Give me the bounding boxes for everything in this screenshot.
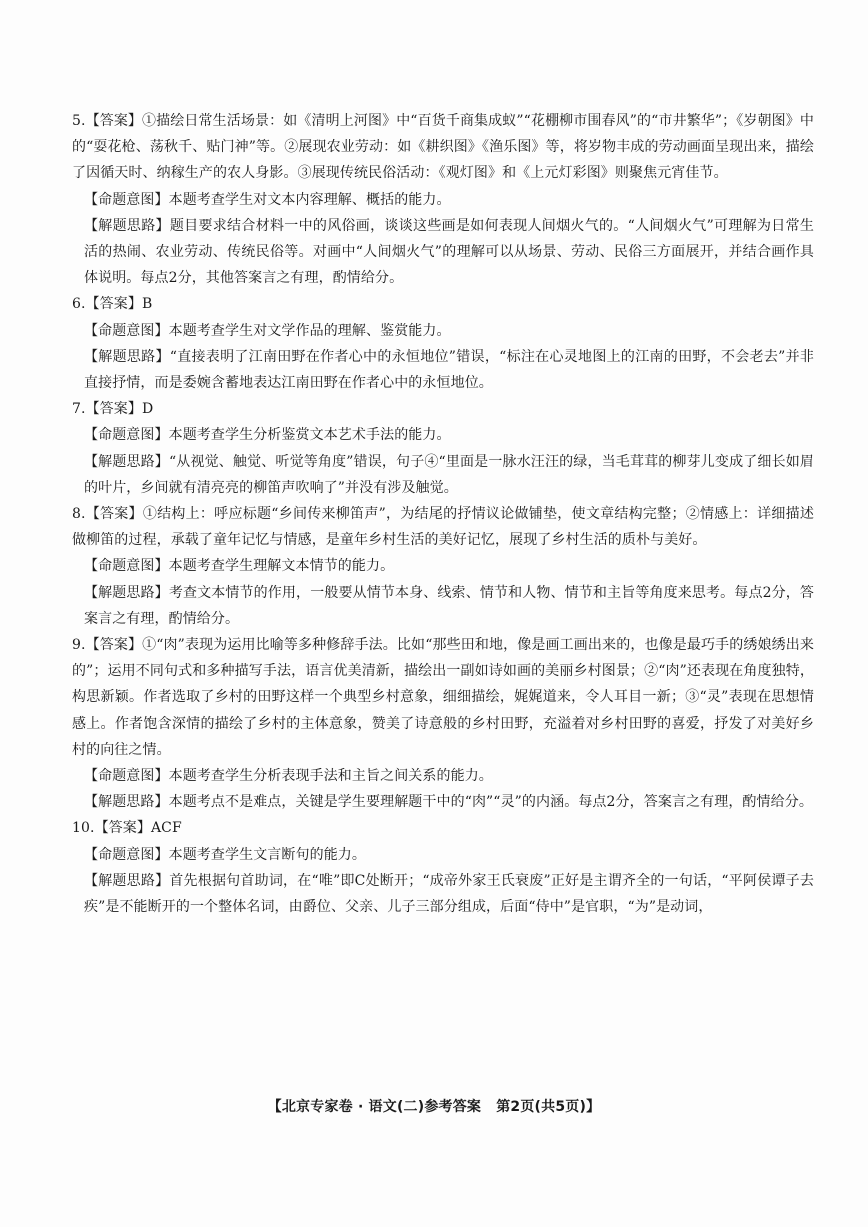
answer-item-9 [72,632,814,815]
thinking-text: 【解题思路】题目要求结合材料一中的风俗画，谈谈这些画是如何表现人间烟火气的。“人间烟火气”可理解为日常生活的热闹、农业劳动、传统民俗等。对画中“人间烟火气”的理解可以从场景、劳动、民俗三方面展开，并结合画作具体说明。每点2分，其他答案言之有理，酌情给分。 [84,217,814,287]
page-footer [0,1097,868,1117]
thinking-text: 【解题思路】本题考点不是难点，关键是学生要理解题干中的“肉”“灵”的内涵。每点2分，答案言之有理，酌情给分。 [84,794,813,811]
answer-text: 9.【答案】①“肉”表现为运用比喻等多种修辞手法。比如“那些田和地，像是画工画出来的，也像是最巧手的绣娘绣出来的”；运用不同句式和多种描写手法，语言优美清新，描绘出一副如诗如画的美丽乡村图景；②“肉”还表现在角度独特，构思新颖。作者选取了乡村的田野这样一个典型乡村意象，细细描绘，娓娓道来，令人耳目一新；③“灵”表现在思想情感上。作者饱含深情的描绘了乡村的主体意象，赞美了诗意般的乡村田野，充溢着对乡村田野的喜爱，抒发了对美好乡村的向往之情。 [72,637,814,758]
footer-title: 【北京专家卷 · 语文(二)参考答案 [267,1099,482,1115]
answer-item-6 [72,291,814,396]
thinking-text: 【解题思路】首先根据句首助词，在“唯”即C处断开；“成帝外家王氏衰废”正好是主谓齐全的一句话，“平阿侯谭子去疾”是不能断开的一个整体名词，由爵位、父亲、儿子三部分组成，后面“侍中”是官职，“为”是动词， [84,872,814,916]
answer-item-8 [72,501,814,632]
thinking-text: 【解题思路】“从视觉、触觉、听觉等角度”错误，句子④“里面是一脉水汪汪的绿，当毛茸茸的柳芽儿变成了细长如眉的叶片，乡间就有清亮亮的柳笛声吹响了”并没有涉及触觉。 [84,453,814,496]
answer-text: 10.【答案】ACF [72,820,182,837]
answer-text: 5.【答案】①描绘日常生活场景：如《清明上河图》中“百货千商集成蚁”“花棚柳市围春风”的“市井繁华”；《岁朝图》中的“耍花枪、荡秋千、贴门神”等。②展现农业劳动：如《耕织图》《渔乐图》等，将岁物丰成的劳动画面呈现出来，描绘了因循天时、纳稼生产的农人身影。③展现传统民俗活动：《观灯图》和《上元灯彩图》则聚焦元宵佳节。 [72,113,814,182]
thinking-text: 【解题思路】“直接表明了江南田野在作者心中的永恒地位”错误，“标注在心灵地图上的江南的田野，不会老去”并非直接抒情，而是委婉含蓄地表达江南田野在作者心中的永恒地位。 [84,348,814,392]
answer-item-10 [72,815,814,920]
intent-text: 【命题意图】本题考查学生对文学作品的理解、鉴赏能力。 [84,322,451,339]
footer-page-number: 第2页(共5页)】 [496,1099,601,1115]
thinking-text: 【解题思路】考查文本情节的作用，一般要从情节本身、线索、情节和人物、情节和主旨等角度来思考。每点2分，答案言之有理，酌情给分。 [84,584,814,627]
answer-text: 6.【答案】B [72,296,153,313]
answer-content [72,108,814,920]
answer-text: 8.【答案】①结构上：呼应标题“乡间传来柳笛声”，为结尾的抒情议论做铺垫，使文章结构完整；②情感上：详细描述做柳笛的过程，承载了童年记忆与情感，是童年乡村生活的美好记忆，展现了乡村生活的质朴与美好。 [72,506,814,549]
answer-text: 7.【答案】D [72,401,154,418]
answer-item-7 [72,396,814,501]
intent-text: 【命题意图】本题考查学生分析鉴赏文本艺术手法的能力。 [84,427,451,444]
answer-item-5 [72,108,814,291]
intent-text: 【命题意图】本题考查学生文言断句的能力。 [84,846,366,863]
intent-text: 【命题意图】本题考查学生对文本内容理解、概括的能力。 [84,191,451,208]
intent-text: 【命题意图】本题考查学生分析表现手法和主旨之间关系的能力。 [84,768,493,785]
intent-text: 【命题意图】本题考查学生理解文本情节的能力。 [84,558,395,575]
